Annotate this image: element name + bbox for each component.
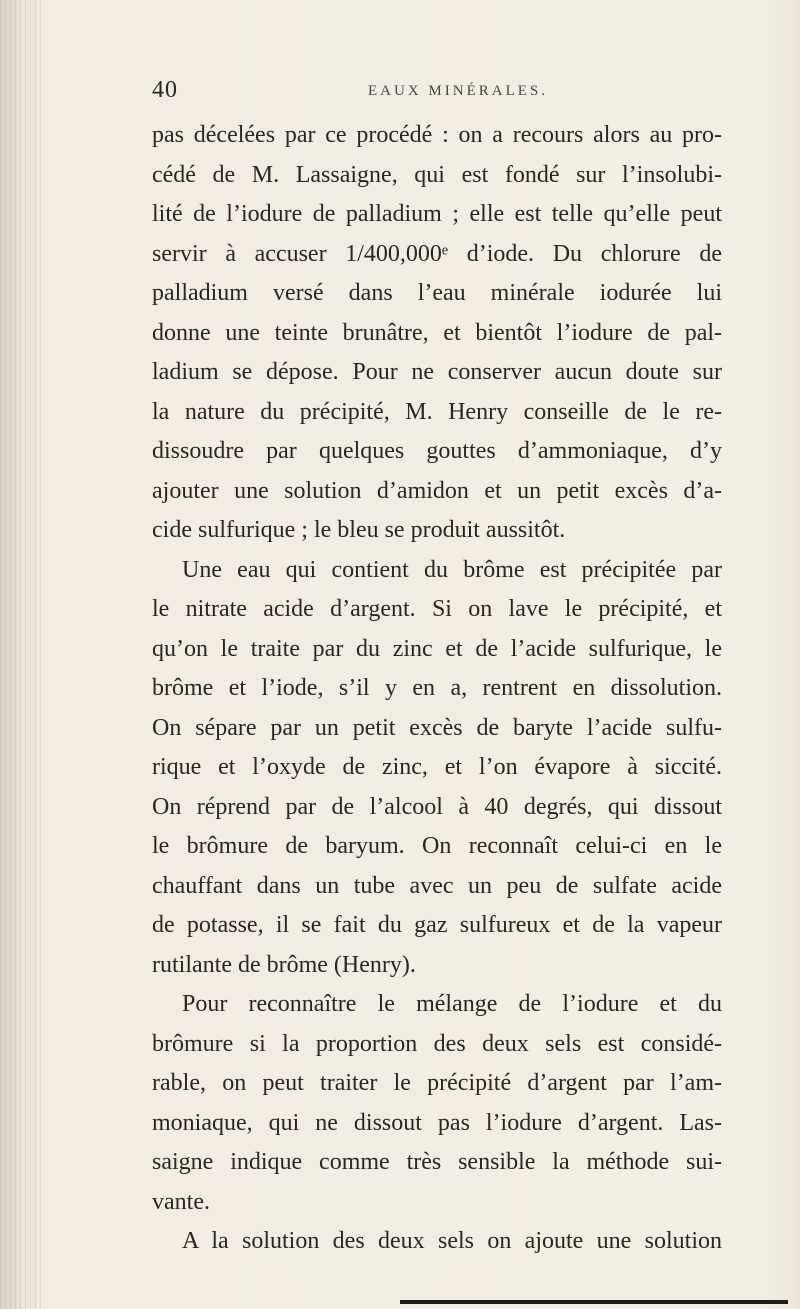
running-title: EAUX MINÉRALES. — [368, 83, 548, 99]
text-line: le brômure de baryum. On reconnaît celui-ci en le — [152, 833, 722, 859]
text-line: On réprend par de l’alcool à 40 degrés, qui dissout — [152, 793, 722, 820]
body-text — [152, 116, 722, 1262]
text-line: rutilante de brôme (Henry). — [152, 951, 416, 978]
text-line: vante. — [152, 1188, 210, 1215]
text-line: rable, on peut traiter le précipité d’argent par l’am- — [152, 1070, 722, 1096]
text-line: saigne indique comme très sensible la méthode sui- — [152, 1149, 722, 1175]
text-line: brômure si la proportion des deux sels est considé- — [152, 1030, 722, 1057]
text-line: rique et l’oxyde de zinc, et l’on évapore à siccité. — [152, 754, 722, 780]
text-line: chauffant dans un tube avec un peu de sulfate acide — [152, 872, 722, 899]
text-line: lité de l’iodure de palladium ; elle est telle qu’elle peut — [152, 201, 722, 227]
text-line: ajouter une solution d’amidon et un petit excès d’a- — [152, 477, 722, 504]
text-line: servir à accuser 1/400,000ᵉ d’iode. Du chlorure de — [152, 240, 722, 267]
text-line: la nature du précipité, M. Henry conseille de le re- — [152, 398, 722, 425]
text-line: A la solution des deux sels on ajoute une solution — [182, 1228, 722, 1254]
text-line: pas décelées par ce procédé : on a recours alors au pro- — [152, 122, 722, 148]
page-number: 40 — [152, 77, 178, 103]
text-line: cédé de M. Lassaigne, qui est fondé sur l’insolubi- — [152, 161, 722, 188]
page-header — [152, 77, 712, 107]
binding-gutter — [0, 0, 42, 1309]
text-line: Une eau qui contient du brôme est précipitée par — [182, 556, 722, 583]
text-line: brôme et l’iode, s’il y en a, rentrent en dissolution. — [152, 675, 722, 701]
text-line: ladium se dépose. Pour ne conserver aucun doute sur — [152, 359, 722, 385]
bottom-rule — [400, 1300, 788, 1304]
text-line: Pour reconnaître le mélange de l’iodure et du — [182, 991, 722, 1017]
text-line: le nitrate acide d’argent. Si on lave le précipité, et — [152, 596, 722, 622]
text-line: de potasse, il se fait du gaz sulfureux et de la vapeur — [152, 912, 722, 938]
text-line: donne une teinte brunâtre, et bientôt l’iodure de pal- — [152, 319, 722, 346]
text-line: moniaque, qui ne dissout pas l’iodure d’argent. Las- — [152, 1109, 722, 1136]
text-line: palladium versé dans l’eau minérale iodurée lui — [152, 280, 722, 306]
text-line: cide sulfurique ; le bleu se produit aussitôt. — [152, 517, 566, 543]
text-line: qu’on le traite par du zinc et de l’acide sulfurique, le — [152, 635, 722, 662]
text-line: On sépare par un petit excès de baryte l’acide sulfu- — [152, 714, 722, 741]
text-line: dissoudre par quelques gouttes d’ammoniaque, d’y — [152, 438, 722, 464]
